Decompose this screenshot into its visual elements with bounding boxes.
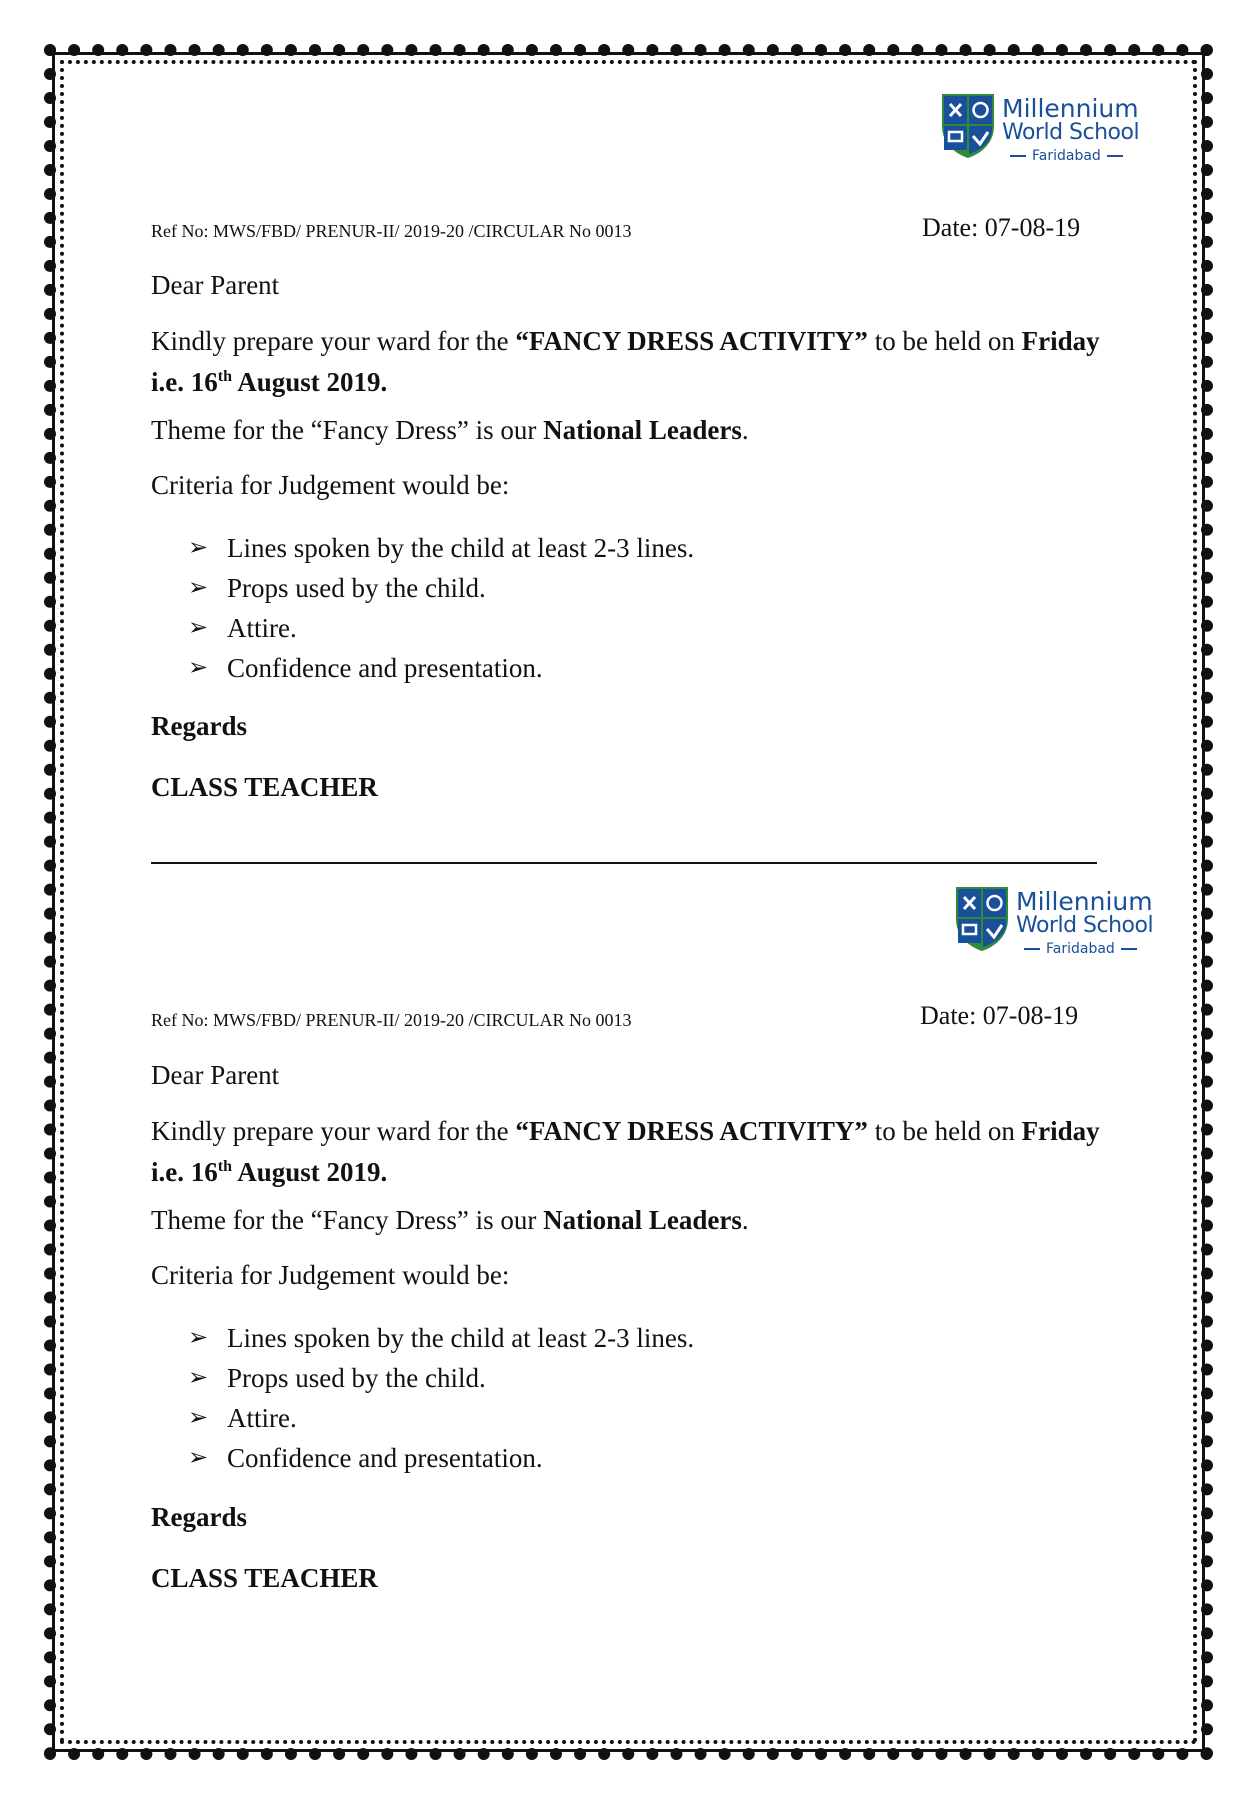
event-date: Friday i.e. 16th August 2019. <box>151 1116 1100 1187</box>
circular-copy-1 <box>0 0 1257 800</box>
theme-line: Theme for the “Fancy Dress” is our National Leaders. <box>151 415 749 445</box>
list-item: ➢ Lines spoken by the child at least 2-3 lines. <box>188 528 694 568</box>
logo-school-name-line2: World School <box>1016 913 1154 938</box>
arrow-bullet-icon: ➢ <box>188 1445 209 1471</box>
logo-school-name-line2: World School <box>1002 120 1140 145</box>
arrow-bullet-icon: ➢ <box>188 575 209 601</box>
list-item: ➢ Props used by the child. <box>188 1358 694 1398</box>
school-logo <box>940 92 1145 167</box>
logo-city: Faridabad <box>1024 941 1164 957</box>
criteria-heading: Criteria for Judgement would be: <box>151 470 510 500</box>
arrow-bullet-icon: ➢ <box>188 655 209 681</box>
event-name: “FANCY DRESS ACTIVITY” <box>515 326 868 356</box>
list-item: ➢ Attire. <box>188 608 694 648</box>
criteria-list <box>188 1318 694 1478</box>
event-paragraph: Kindly prepare your ward for the “FANCY DRESS ACTIVITY” to be held on Friday i.e. 16th August 2019. <box>151 1116 1100 1187</box>
arrow-bullet-icon: ➢ <box>188 1405 209 1431</box>
arrow-bullet-icon: ➢ <box>188 535 209 561</box>
regards: Regards <box>151 711 247 741</box>
circular-copy-2 <box>0 790 1257 1593</box>
logo-city: Faridabad <box>1010 148 1150 164</box>
school-logo <box>954 885 1159 960</box>
theme-line: Theme for the “Fancy Dress” is our National Leaders. <box>151 1205 749 1235</box>
theme-value: National Leaders <box>543 1205 742 1235</box>
list-item: ➢ Confidence and presentation. <box>188 1438 694 1478</box>
arrow-bullet-icon: ➢ <box>188 1365 209 1391</box>
criteria-list <box>188 528 694 688</box>
list-item: ➢ Lines spoken by the child at least 2-3 lines. <box>188 1318 694 1358</box>
arrow-bullet-icon: ➢ <box>188 1325 209 1351</box>
event-date: Friday i.e. 16th August 2019. <box>151 326 1100 397</box>
criteria-heading: Criteria for Judgement would be: <box>151 1260 510 1290</box>
arrow-bullet-icon: ➢ <box>188 615 209 641</box>
circular-date: Date: 07-08-19 <box>922 213 1081 242</box>
signoff: CLASS TEACHER <box>151 1563 378 1593</box>
event-name: “FANCY DRESS ACTIVITY” <box>515 1116 868 1146</box>
reference-number: Ref No: MWS/FBD/ PRENUR-II/ 2019-20 /CIRCULAR No 0013 <box>151 1010 632 1030</box>
list-item: ➢ Confidence and presentation. <box>188 648 694 688</box>
salutation: Dear Parent <box>151 1060 280 1090</box>
salutation: Dear Parent <box>151 270 280 300</box>
list-item: ➢ Props used by the child. <box>188 568 694 608</box>
regards: Regards <box>151 1502 247 1532</box>
signoff: CLASS TEACHER <box>151 772 378 802</box>
school-crest-icon <box>954 885 1010 953</box>
logo-school-name-line1: Millennium <box>1002 94 1139 123</box>
logo-school-name-line1: Millennium <box>1016 887 1153 916</box>
list-item: ➢ Attire. <box>188 1398 694 1438</box>
event-paragraph: Kindly prepare your ward for the “FANCY DRESS ACTIVITY” to be held on Friday i.e. 16th August 2019. <box>151 326 1100 397</box>
theme-value: National Leaders <box>543 415 742 445</box>
reference-number: Ref No: MWS/FBD/ PRENUR-II/ 2019-20 /CIRCULAR No 0013 <box>151 221 632 241</box>
circular-date: Date: 07-08-19 <box>920 1001 1079 1030</box>
school-crest-icon <box>940 92 996 160</box>
